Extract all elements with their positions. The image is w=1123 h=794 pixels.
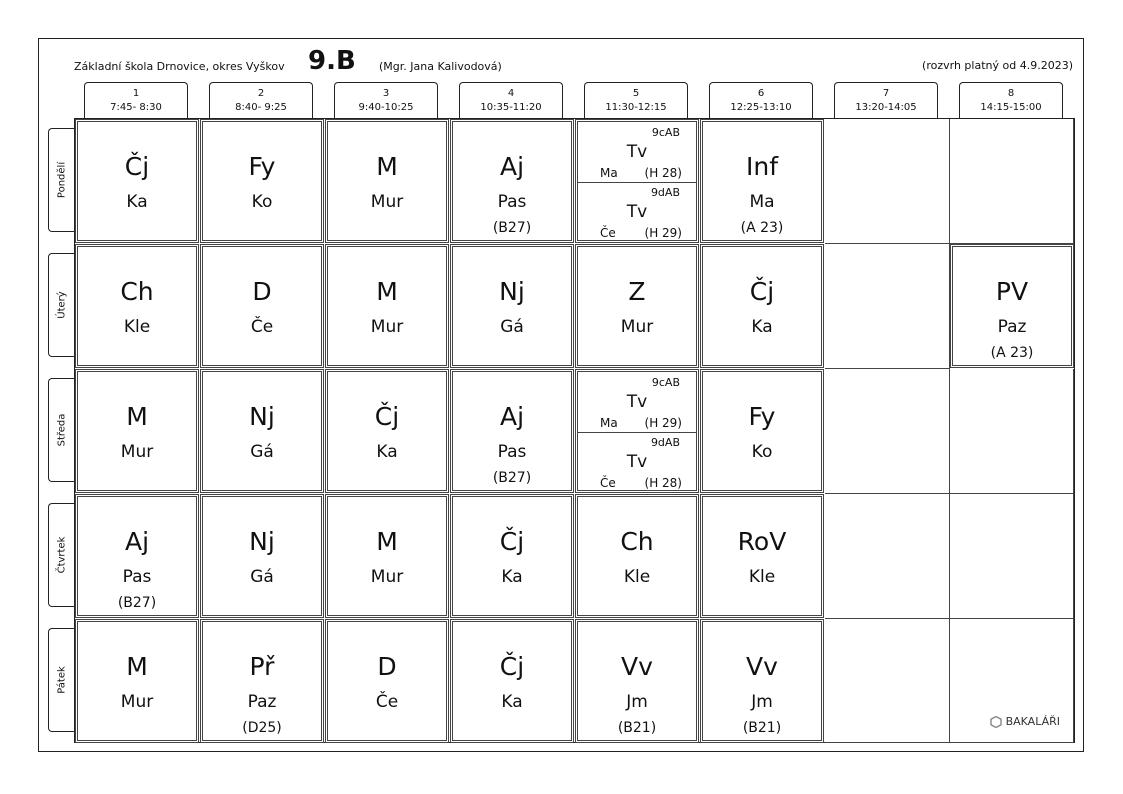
lesson-cell [327, 621, 447, 741]
subject: Ch [120, 277, 154, 306]
teacher: Če [600, 226, 616, 240]
subject: M [376, 152, 398, 181]
period-number: 8 [1007, 88, 1015, 99]
period-number: 2 [257, 88, 265, 99]
subject: D [252, 277, 272, 306]
subject: Tv [626, 392, 648, 412]
lesson-cell [77, 496, 197, 616]
day-header [48, 503, 74, 607]
lesson-cell [702, 496, 822, 616]
period-header [209, 82, 313, 118]
period-number: 3 [382, 88, 390, 99]
lesson-cell [577, 621, 697, 741]
lesson-cell [77, 371, 197, 491]
timetable-grid [74, 118, 1075, 743]
teacher: Mur [370, 567, 404, 587]
teacher: Če [375, 692, 399, 712]
day-header [48, 628, 74, 732]
teacher: Gá [250, 567, 274, 587]
subject: Fy [248, 152, 276, 181]
day-label: Pátek [56, 666, 67, 694]
subject: Čj [374, 402, 400, 431]
lesson-cell [327, 371, 447, 491]
period-header [709, 82, 813, 118]
group-lesson [578, 432, 696, 492]
room: (H 28) [644, 476, 682, 490]
period-time: 9:40-10:25 [358, 102, 414, 113]
group-lesson [578, 372, 696, 433]
period-header [959, 82, 1063, 118]
subject: Vv [621, 652, 653, 681]
subject: Nj [249, 402, 275, 431]
group-lesson [578, 122, 696, 183]
lesson-cell [452, 621, 572, 741]
subject: M [126, 402, 148, 431]
subject: Fy [748, 402, 776, 431]
lesson-cell [327, 121, 447, 241]
subject: Nj [249, 527, 275, 556]
teacher: Pas [497, 442, 527, 462]
room: (B27) [492, 220, 532, 236]
teacher: Ka [126, 192, 148, 212]
teacher: Ma [600, 416, 618, 430]
subject: Tv [626, 452, 648, 472]
period-number: 7 [882, 88, 890, 99]
subject: Tv [626, 202, 648, 222]
subject: M [376, 277, 398, 306]
lesson-cell [577, 371, 697, 491]
teacher: Gá [250, 442, 274, 462]
teacher: Paz [247, 692, 277, 712]
teacher: Ma [600, 166, 618, 180]
teacher: Jm [751, 692, 773, 712]
subject: Z [628, 277, 646, 306]
teacher: Mur [120, 692, 154, 712]
room: (H 29) [644, 226, 682, 240]
day-header [48, 253, 74, 357]
room: (B21) [742, 720, 782, 736]
subject: Aj [499, 152, 525, 181]
teacher: Kle [748, 567, 776, 587]
teacher: Pas [497, 192, 527, 212]
day-header [48, 378, 74, 482]
room: (H 29) [644, 416, 682, 430]
room: (D25) [242, 720, 282, 736]
group-label: 9cAB [651, 376, 680, 389]
room: (B27) [492, 470, 532, 486]
teacher: Če [600, 476, 616, 490]
empty-cell [950, 369, 1074, 494]
teacher: Mur [620, 317, 654, 337]
teacher: Ka [376, 442, 398, 462]
empty-cell [825, 244, 950, 369]
period-header [584, 82, 688, 118]
lesson-cell [452, 371, 572, 491]
teacher: Mur [370, 317, 404, 337]
subject: Ch [620, 527, 654, 556]
lesson-cell [202, 496, 322, 616]
teacher: Ka [501, 567, 523, 587]
lesson-cell [77, 621, 197, 741]
lesson-cell [702, 121, 822, 241]
subject: Aj [124, 527, 150, 556]
empty-cell [950, 119, 1074, 244]
period-time: 14:15-15:00 [980, 102, 1042, 113]
period-header [334, 82, 438, 118]
teacher: Kle [123, 317, 151, 337]
period-time: 8:40- 9:25 [235, 102, 287, 113]
lesson-cell [77, 121, 197, 241]
lesson-cell [327, 496, 447, 616]
lesson-cell [577, 121, 697, 241]
group-label: 9dAB [650, 186, 680, 199]
room: (H 28) [644, 166, 682, 180]
lesson-cell [452, 121, 572, 241]
subject: Čj [749, 277, 775, 306]
lesson-cell [202, 121, 322, 241]
subject: RoV [737, 527, 787, 556]
lesson-cell [202, 371, 322, 491]
lesson-cell [702, 621, 822, 741]
lesson-cell [952, 246, 1072, 366]
group-lesson [578, 182, 696, 242]
teacher: Ma [749, 192, 775, 212]
subject: Čj [499, 652, 525, 681]
lesson-cell [452, 246, 572, 366]
period-header [459, 82, 563, 118]
teacher: Kle [623, 567, 651, 587]
group-label: 9cAB [651, 126, 680, 139]
subject: Př [249, 652, 275, 681]
period-number: 1 [132, 88, 140, 99]
empty-cell [825, 369, 950, 494]
subject: Vv [746, 652, 778, 681]
period-number: 5 [632, 88, 640, 99]
teacher: Gá [500, 317, 524, 337]
subject: M [376, 527, 398, 556]
subject: Čj [124, 152, 150, 181]
class-teacher: (Mgr. Jana Kalivodová) [379, 60, 502, 73]
teacher: Ko [751, 442, 773, 462]
lesson-cell [452, 496, 572, 616]
subject: Aj [499, 402, 525, 431]
period-time: 12:25-13:10 [730, 102, 792, 113]
subject: Inf [745, 152, 779, 181]
teacher: Jm [626, 692, 648, 712]
day-label: Pondělí [56, 161, 67, 199]
lesson-cell [202, 246, 322, 366]
subject: Tv [626, 142, 648, 162]
room: (B27) [117, 595, 157, 611]
lesson-cell [577, 496, 697, 616]
period-number: 4 [507, 88, 515, 99]
room: (A 23) [740, 220, 784, 236]
period-time: 11:30-12:15 [605, 102, 667, 113]
period-number: 6 [757, 88, 765, 99]
period-header [834, 82, 938, 118]
period-header [84, 82, 188, 118]
school-name: Základní škola Drnovice, okres Vyškov [74, 60, 285, 73]
teacher: Ka [751, 317, 773, 337]
group-label: 9dAB [650, 436, 680, 449]
lesson-cell [202, 621, 322, 741]
lesson-cell [77, 246, 197, 366]
teacher: Mur [370, 192, 404, 212]
day-label: Úterý [56, 291, 67, 319]
empty-cell [825, 119, 950, 244]
subject: Čj [499, 527, 525, 556]
empty-cell [825, 494, 950, 619]
day-header [48, 128, 74, 232]
room: (B21) [617, 720, 657, 736]
lesson-cell [702, 246, 822, 366]
lesson-cell [577, 246, 697, 366]
validity-note: (rozvrh platný od 4.9.2023) [922, 59, 1073, 72]
empty-cell [825, 619, 950, 743]
empty-cell [950, 494, 1074, 619]
lesson-cell [327, 246, 447, 366]
teacher: Ko [251, 192, 273, 212]
period-time: 10:35-11:20 [480, 102, 542, 113]
teacher: Ka [501, 692, 523, 712]
room: (A 23) [990, 345, 1034, 361]
subject: PV [995, 277, 1029, 306]
period-time: 13:20-14:05 [855, 102, 917, 113]
day-label: Středa [56, 413, 67, 447]
empty-cell [950, 619, 1074, 743]
teacher: Mur [120, 442, 154, 462]
lesson-cell [702, 371, 822, 491]
teacher: Pas [122, 567, 152, 587]
teacher: Paz [997, 317, 1027, 337]
subject: Nj [499, 277, 525, 306]
teacher: Če [250, 317, 274, 337]
period-time: 7:45- 8:30 [110, 102, 162, 113]
day-label: Čtvrtek [56, 536, 67, 574]
subject: M [126, 652, 148, 681]
class-name: 9.B [308, 46, 356, 76]
subject: D [377, 652, 397, 681]
brand-label: BAKALÁŘI [1005, 715, 1060, 728]
